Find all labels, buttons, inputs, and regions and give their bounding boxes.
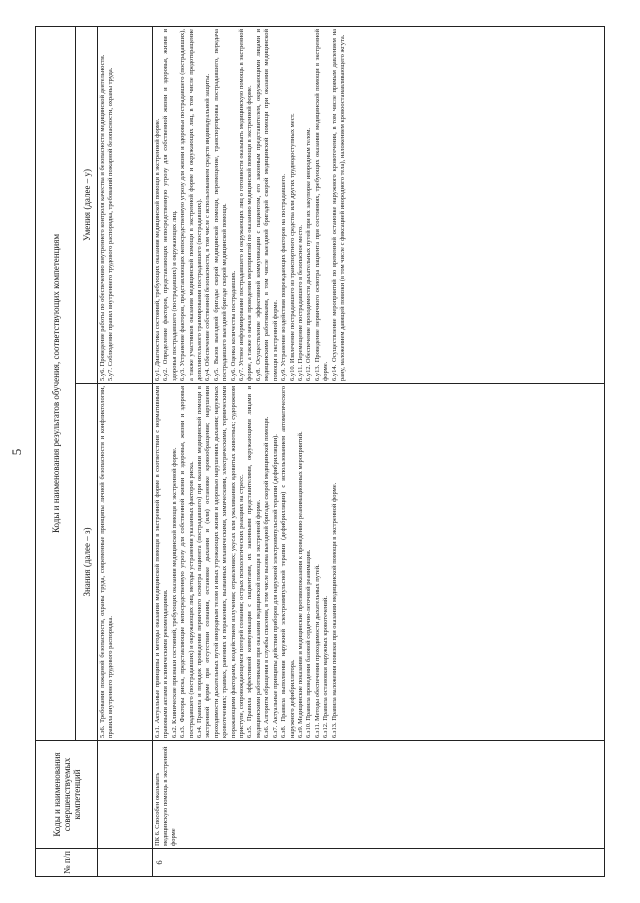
list-item: 6.у6. Оценка количества пострадавших. bbox=[229, 270, 237, 381]
header-number: № п/п bbox=[36, 849, 98, 877]
list-item: 6.у8. Осуществление эффективной коммуникации с пациентом, его законным представителем, окружающими лицами и медицинскими работниками, в том числе выездной бригадой скорой медицинской помощи при оказании медицинской помощи в экстренной форме. bbox=[254, 29, 279, 381]
header-skills: Умения (далее – у) bbox=[76, 27, 98, 384]
list-item: 6.у4. Обеспечение собственной безопасности, в том числе с использованием средств индивидуальной защиты. bbox=[204, 73, 212, 381]
competency-table bbox=[35, 26, 605, 877]
list-item: 5.у7. Соблюдение правил внутреннего трудового распорядка, требований пожарной безопасности, охраны труда. bbox=[107, 67, 115, 381]
list-item: 6.у5. Вызов выездной бригады скорой медицинской помощи, перемещение, транспортировка пострадавшего, передача пострадавшего выездной бригаде скорой медицинской помощи. bbox=[212, 29, 229, 381]
list-item: 6.з12. Правила остановки наружных кровотечений. bbox=[322, 595, 330, 738]
table-row-continuation bbox=[98, 27, 153, 877]
list-item: 6.з11. Методы обеспечения проходимости дыхательных путей. bbox=[313, 564, 321, 738]
list-item: 6.у13. Проведение первичного осмотра пациента при состояниях, требующих оказания медицинской помощи в экстренной форме. bbox=[313, 29, 330, 381]
skills-list-continuation bbox=[98, 27, 153, 384]
list-item: 6.з4. Правила и порядок проведения первичного осмотра пациента (пострадавшего) при оказании медицинской помощи в экстренной форме при отсутствии сознания, остановке дыхания и (или) остановке кровообращения; нарушении проходимости дыхательных путей инородным телом и иных угрожающих жизни и здоровью нарушениях дыхания; наружных кровотечениях; травмах, ранениях и поражениях, вызванных механическими, химическими, электрическими, термическими поражающими факторами, воздействием излучения; отравлениях; укусах или ужаливаниях ядовитых животных; судорожном приступе, сопровождающемся потерей сознания; острых психологических реакциях на стресс. bbox=[196, 386, 246, 738]
list-item: 6.з8. Правила выполнения наружной электроимпульсной терапии (дефибрилляции) с использованием автоматического наружного дефибриллятора. bbox=[280, 386, 296, 738]
list-item: 6.у12. Обеспечение проходимости дыхательных путей при их закупорке инородным телом. bbox=[305, 127, 313, 381]
list-item: 6.з9. Медицинские показания и медицинские противопоказания к проведению реанимационных мероприятий. bbox=[296, 431, 304, 738]
list-item: 6.з10. Правила проведения базовой сердечно-легочной реанимации. bbox=[305, 549, 313, 738]
skills-list-6 bbox=[153, 27, 605, 384]
cell-empty-competency bbox=[98, 741, 153, 849]
header-results: Коды и наименования результатов обучения, соответствующих компетенциям bbox=[36, 27, 76, 741]
list-item: 6.у9. Устранение воздействия повреждающих факторов на пострадавшего. bbox=[280, 173, 288, 381]
list-item: 6.з5. Правила эффективной коммуникации с пациентами, их законными представителями, окружающими лицами и медицинскими работниками при оказании медицинской помощи в экстренной форме. bbox=[246, 386, 262, 738]
list-item: 6.у11. Перемещение пострадавшего в безопасное место. bbox=[296, 225, 304, 381]
list-item: 6.з7. Актуальные принципы действия приборов для наружной электроимпульсной терапии (дефибрилляции). bbox=[271, 434, 279, 738]
row-number: 6 bbox=[153, 849, 605, 877]
header-knowledge: Знания (далее – з) bbox=[76, 384, 98, 741]
list-item: 6.у1. Диагностика состояний, требующих оказания медицинской помощи в экстренной форме. bbox=[154, 118, 161, 381]
list-item: 6.з6. Алгоритм обращения в службы спасения, в том числе вызова выездной бригады скорой медицинской помощи. bbox=[263, 416, 271, 738]
rotated-table-container bbox=[35, 27, 605, 877]
list-item: 5.з6. Требования пожарной безопасности, охраны труда, современные принципы личной безопасности и конфликтологии, правила внутреннего трудового распорядка. bbox=[99, 386, 115, 738]
page-number: 5 bbox=[9, 448, 24, 456]
list-item: 5.у6. Проведение работы по обеспечению внутреннего контроля качества и безопасности медицинской деятельности. bbox=[99, 54, 106, 381]
knowledge-list-continuation bbox=[98, 384, 153, 741]
header-competency: Коды и наименования совершенствуемых компетенций bbox=[36, 741, 98, 849]
competency-name: ПК 6. Способен оказывать медицинскую помощь в экстренной форме bbox=[153, 741, 605, 849]
knowledge-list-6 bbox=[153, 384, 605, 741]
list-item: 6.у7. Устное информирование пострадавшего и окружающих лиц о готовности оказывать медицинскую помощь в экстренной форме, а также о начале проведения мероприятий по оказанию медицинской помощи в экстренной форме. bbox=[238, 29, 254, 381]
cell-empty-num bbox=[98, 849, 153, 877]
list-item: 6.з3. Факторы риска, представляющие непосредственную угрозу для собственной жизни и здоровья, жизни и здоровья пострадавшего (пострадавших) и окружающих лиц, методы устранения указанных факторов риска. bbox=[179, 386, 195, 738]
list-item: 6.з13. Правила наложения повязки при оказании медицинской помощи в экстренной форме. bbox=[330, 482, 338, 738]
list-item: 6.у10. Извлечение пострадавшего из транспортного средства или других труднодоступных мест. bbox=[288, 113, 296, 381]
list-item: 6.з1. Актуальные принципы и методы оказания медицинской помощи в экстренной форме в соответствии с нормативными правовыми актами и клиническими рекомендациями. bbox=[154, 386, 170, 738]
header-row bbox=[36, 27, 76, 877]
list-item: 6.у3. Устранение факторов, представляющих непосредственную угрозу для жизни и здоровья пострадавшего (пострадавших), а также участников оказания медицинской помощи в экстренной форме и окружающих лиц, в том числе предотвращение дополнительного травмирования пострадавшего (пострадавших). bbox=[179, 29, 204, 381]
list-item: 6.з2. Клинические признаки состояний, требующих оказания медицинской помощи в экстренной форме. bbox=[170, 447, 178, 738]
list-item: 6.у14. Осуществление мероприятий по временной остановке наружного кровотечения, в том числе прямым давлением на рану, наложением давящей повязки (в том числе с фиксацией инородного тела), наложением кровоостанавливающего жгута. bbox=[330, 29, 346, 381]
list-item: 6.у2. Определение факторов, представляющих непосредственную угрозу для собственной жизни и здоровья, жизни и здоровья пострадавшего (пострадавших) и окружающих лиц. bbox=[162, 29, 178, 381]
table-row-6 bbox=[153, 27, 605, 877]
